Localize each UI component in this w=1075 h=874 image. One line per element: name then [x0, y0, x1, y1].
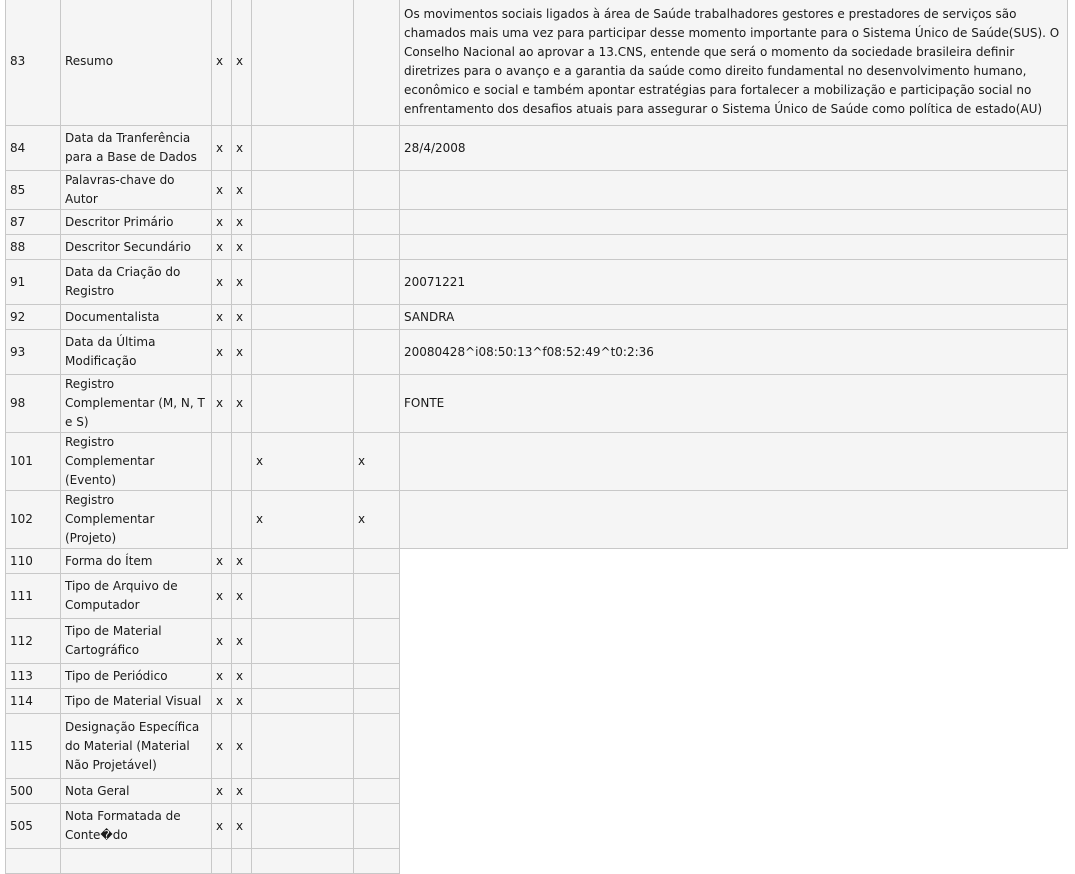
table-row: [6, 305, 1068, 330]
field-name: [61, 849, 212, 874]
table-row: [6, 664, 1068, 689]
flag-col-3: [252, 804, 354, 849]
flag-col-2: x: [232, 235, 252, 260]
field-tag: 111: [6, 574, 61, 619]
flag-col-1: x: [212, 549, 232, 574]
flag-col-2: x: [232, 664, 252, 689]
flag-col-3: x: [252, 491, 354, 549]
table-row: [6, 433, 1068, 491]
flag-col-4: [354, 664, 400, 689]
table-row: [6, 171, 1068, 210]
table-row: [6, 689, 1068, 714]
field-tag: 112: [6, 619, 61, 664]
flag-col-2: x: [232, 804, 252, 849]
flag-col-2: x: [232, 619, 252, 664]
flag-col-1: x: [212, 664, 232, 689]
flag-col-1: x: [212, 126, 232, 171]
empty-area: [400, 664, 1068, 689]
flag-col-4: [354, 375, 400, 433]
flag-col-4: [354, 126, 400, 171]
field-tag: 114: [6, 689, 61, 714]
field-tag: 93: [6, 330, 61, 375]
flag-col-2: x: [232, 549, 252, 574]
flag-col-1: x: [212, 574, 232, 619]
field-tag: 91: [6, 260, 61, 305]
table-row: [6, 235, 1068, 260]
flag-col-3: [252, 689, 354, 714]
flag-col-2: x: [232, 779, 252, 804]
flag-col-1: x: [212, 305, 232, 330]
table-row: [6, 491, 1068, 549]
field-name: Documentalista: [61, 305, 212, 330]
field-name: Registro Complementar (M, N, T e S): [61, 375, 212, 433]
field-name: Data da Tranferência para a Base de Dados: [61, 126, 212, 171]
flag-col-2: x: [232, 574, 252, 619]
flag-col-3: [252, 260, 354, 305]
field-tag: 110: [6, 549, 61, 574]
field-tag: 98: [6, 375, 61, 433]
flag-col-3: [252, 375, 354, 433]
empty-area: [400, 849, 1068, 874]
flag-col-3: [252, 574, 354, 619]
table-row: [6, 714, 1068, 779]
field-tag: 505: [6, 804, 61, 849]
flag-col-2: x: [232, 171, 252, 210]
flag-col-2: x: [232, 126, 252, 171]
table-row: [6, 375, 1068, 433]
flag-col-2: x: [232, 305, 252, 330]
flag-col-4: [354, 804, 400, 849]
flag-col-3: [252, 619, 354, 664]
flag-col-2: x: [232, 375, 252, 433]
table-row: [6, 549, 1068, 574]
flag-col-4: [354, 210, 400, 235]
field-name: Registro Complementar (Projeto): [61, 491, 212, 549]
field-tag: [6, 849, 61, 874]
flag-col-2: x: [232, 0, 252, 126]
empty-area: [400, 804, 1068, 849]
table-row: [6, 0, 1068, 126]
fields-table: [5, 0, 1068, 874]
flag-col-4: [354, 260, 400, 305]
table-row: [6, 849, 1068, 874]
flag-col-4: [354, 305, 400, 330]
field-name: Tipo de Material Cartográfico: [61, 619, 212, 664]
empty-area: [400, 549, 1068, 574]
flag-col-4: [354, 714, 400, 779]
flag-col-4: [354, 574, 400, 619]
field-value: 20071221: [400, 260, 1068, 305]
field-tag: 88: [6, 235, 61, 260]
field-value: [400, 210, 1068, 235]
flag-col-1: x: [212, 804, 232, 849]
field-name: Tipo de Arquivo de Computador: [61, 574, 212, 619]
flag-col-4: [354, 779, 400, 804]
flag-col-3: [252, 330, 354, 375]
empty-area: [400, 714, 1068, 779]
flag-col-4: x: [354, 433, 400, 491]
field-value: [400, 491, 1068, 549]
field-name: Nota Geral: [61, 779, 212, 804]
field-name: Descritor Secundário: [61, 235, 212, 260]
field-value: [400, 171, 1068, 210]
field-name: Tipo de Periódico: [61, 664, 212, 689]
flag-col-3: [252, 549, 354, 574]
field-tag: 87: [6, 210, 61, 235]
flag-col-3: [252, 664, 354, 689]
flag-col-4: [354, 689, 400, 714]
flag-col-1: [212, 491, 232, 549]
field-tag: 101: [6, 433, 61, 491]
flag-col-3: [252, 305, 354, 330]
flag-col-2: [232, 849, 252, 874]
field-name: Registro Complementar (Evento): [61, 433, 212, 491]
field-value: 20080428^i08:50:13^f08:52:49^t0:2:36: [400, 330, 1068, 375]
field-name: Data da Última Modificação: [61, 330, 212, 375]
flag-col-3: [252, 235, 354, 260]
field-tag: 83: [6, 0, 61, 126]
field-tag: 84: [6, 126, 61, 171]
flag-col-4: [354, 549, 400, 574]
field-value: FONTE: [400, 375, 1068, 433]
table-row: [6, 210, 1068, 235]
field-value: [400, 433, 1068, 491]
flag-col-1: [212, 433, 232, 491]
empty-area: [400, 619, 1068, 664]
table-row: [6, 779, 1068, 804]
flag-col-2: x: [232, 210, 252, 235]
field-value: 28/4/2008: [400, 126, 1068, 171]
field-name: Data da Criação do Registro: [61, 260, 212, 305]
flag-col-2: x: [232, 330, 252, 375]
field-tag: 500: [6, 779, 61, 804]
table-row: [6, 619, 1068, 664]
flag-col-4: [354, 0, 400, 126]
flag-col-1: x: [212, 210, 232, 235]
flag-col-3: [252, 126, 354, 171]
flag-col-2: x: [232, 714, 252, 779]
flag-col-1: x: [212, 779, 232, 804]
table-body: [6, 0, 1068, 874]
field-value: [400, 235, 1068, 260]
flag-col-4: [354, 619, 400, 664]
field-tag: 115: [6, 714, 61, 779]
field-name: Tipo de Material Visual: [61, 689, 212, 714]
flag-col-3: [252, 210, 354, 235]
flag-col-4: [354, 171, 400, 210]
flag-col-4: [354, 330, 400, 375]
flag-col-1: x: [212, 0, 232, 126]
table-row: [6, 126, 1068, 171]
flag-col-3: [252, 714, 354, 779]
empty-area: [400, 574, 1068, 619]
field-tag: 92: [6, 305, 61, 330]
flag-col-3: [252, 171, 354, 210]
flag-col-2: [232, 433, 252, 491]
field-name: Resumo: [61, 0, 212, 126]
flag-col-1: x: [212, 235, 232, 260]
flag-col-1: x: [212, 375, 232, 433]
empty-area: [400, 779, 1068, 804]
flag-col-1: x: [212, 689, 232, 714]
field-tag: 102: [6, 491, 61, 549]
flag-col-1: x: [212, 260, 232, 305]
flag-col-4: [354, 849, 400, 874]
empty-area: [400, 689, 1068, 714]
field-tag: 85: [6, 171, 61, 210]
flag-col-1: x: [212, 171, 232, 210]
flag-col-2: x: [232, 689, 252, 714]
field-name: Palavras-chave do Autor: [61, 171, 212, 210]
field-value: SANDRA: [400, 305, 1068, 330]
field-name: Designação Específica do Material (Material Não Projetável): [61, 714, 212, 779]
flag-col-1: x: [212, 714, 232, 779]
field-name: Nota Formatada de Conte�do: [61, 804, 212, 849]
flag-col-1: [212, 849, 232, 874]
flag-col-4: x: [354, 491, 400, 549]
table-row: [6, 804, 1068, 849]
flag-col-3: [252, 779, 354, 804]
table-row: [6, 330, 1068, 375]
flag-col-1: x: [212, 619, 232, 664]
flag-col-4: [354, 235, 400, 260]
table-row: [6, 574, 1068, 619]
flag-col-3: x: [252, 433, 354, 491]
flag-col-2: [232, 491, 252, 549]
flag-col-3: [252, 0, 354, 126]
flag-col-3: [252, 849, 354, 874]
flag-col-2: x: [232, 260, 252, 305]
field-name: Descritor Primário: [61, 210, 212, 235]
field-name: Forma do Ítem: [61, 549, 212, 574]
flag-col-1: x: [212, 330, 232, 375]
field-value: Os movimentos sociais ligados à área de Saúde trabalhadores gestores e prestadores de serviços são chamados mais uma vez para participar desse momento importante para o Sistema Único de Saúde(SUS). O Conselho Nacional ao aprovar a 13.CNS, entende que será o momento da sociedade brasileira definir diretrizes para o avanço e a garantia da saúde como direito fundamental no desenvolvimento humano, econômico e social e também apontar estratégias para fortalecer a mobilização e participação social no enfrentamento dos desafios atuais para assegurar o Sistema Único de Saúde como política de estado(AU): [400, 0, 1068, 126]
field-tag: 113: [6, 664, 61, 689]
table-row: [6, 260, 1068, 305]
